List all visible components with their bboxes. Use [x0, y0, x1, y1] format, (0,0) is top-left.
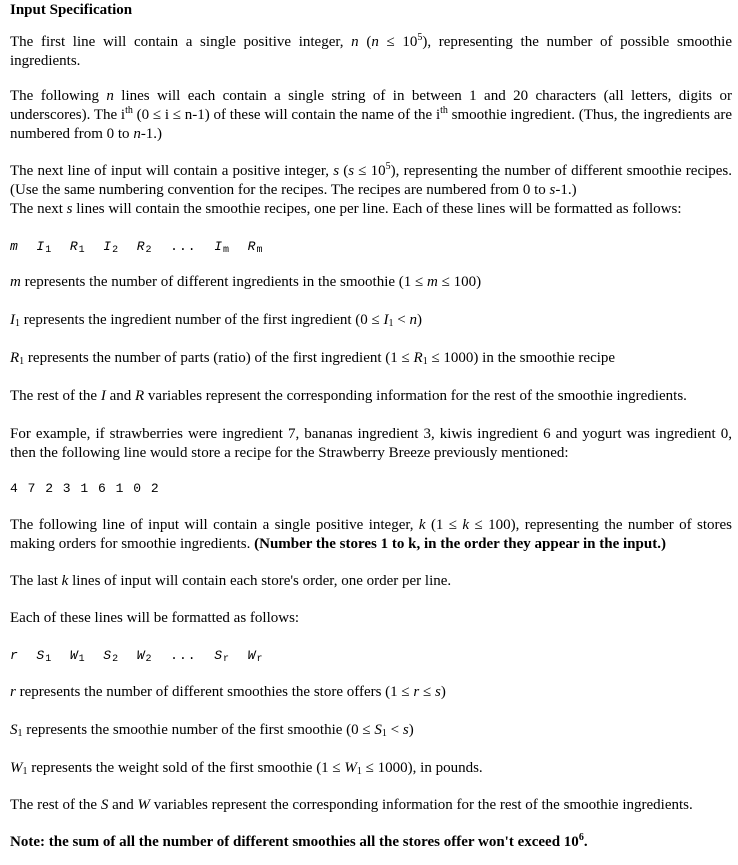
- paragraph-sw-rest: The rest of the S and W variables represent the corresponding information for the rest of the smoothie ingredients.: [10, 797, 693, 813]
- paragraph-store-orders: The last k lines of input will contain each store's order, one order per line.: [10, 573, 452, 589]
- paragraph-r1-def: $R_1$ represents the number of parts (ratio) of the first ingredient $(1 \le R_1 \le 1000)$ in the smoothie recipe: [10, 350, 616, 367]
- paragraph-s1-def: $S_1$ represents the smoothie number of the first smoothie $(0 \le S_1 < s)$: [10, 722, 414, 739]
- section-title: Input Specification: [10, 2, 133, 18]
- order-format-line: r $S_1$ $W_1$ $S_2$ $W_2$ ... $S_r$ $W_r$: [10, 648, 264, 665]
- paragraph-recipes: The next line of input will contain a positive integer, s $(s \le 10^5)$, representing the number of different smoothie recipes. (Use the same numbering convention for the recipes. The recipes are numbered from 0 to s-1.) The next s lines will contain the smoothie recipes, one per line. Each of these lines will be formatted as follows:: [10, 161, 733, 217]
- paragraph-format-intro: Each of these lines will be formatted as follows:: [10, 610, 300, 626]
- paragraph-i1-def: $I_1$ represents the ingredient number of the first ingredient $(0 \le I_1 < n)$: [10, 312, 423, 329]
- example-recipe-line: 4 7 2 3 1 6 1 0 2: [10, 481, 160, 496]
- paragraph-m-def: m represents the number of different ingredients in the smoothie (1 ≤ m ≤ 100): [10, 274, 482, 290]
- paragraph-example: For example, if strawberries were ingredient 7, bananas ingredient 3, kiwis ingredient 6 and yogurt was ingredient 0, then the following line would store a recipe for the Strawberry Breeze previously mentioned:: [10, 426, 732, 461]
- paragraph-ingredient-names: The following n lines will each contain a single string of in between 1 and 20 characters (all letters, digits or underscores). The $i^{th}$ (0 ≤ i ≤ n-1) of these will contain the name of the $i^{th}$ smoothie ingredient. (Thus, the ingredients are numbered from 0 to n-1.): [10, 88, 733, 142]
- paragraph-w1-def: $W_1$ represents the weight sold of the first smoothie $(1 \le W_1 \le 1000)$, in pounds.: [10, 760, 483, 777]
- paragraph-stores: The following line of input will contain a single positive integer, k (1 ≤ k ≤ 100), representing the number of stores making orders for smoothie ingredients. (Number the stores 1 to k, in the order they appear in the input.): [10, 517, 732, 552]
- recipe-format-line: m $I_1$ $R_1$ $I_2$ $R_2$ ... $I_m$ $R_m$: [10, 239, 264, 256]
- paragraph-ir-rest: The rest of the I and R variables represent the corresponding information for the rest of the smoothie ingredients.: [10, 388, 687, 404]
- paragraph-r-def: r represents the number of different smoothies the store offers (1 ≤ r ≤ s): [10, 684, 446, 700]
- paragraph-n-line: The first line will contain a single positive integer, n $(n \le 10^5)$, representing the number of possible smoothie ingredients.: [10, 32, 732, 69]
- constraint-note: Note: the sum of all the number of different smoothies all the stores offer won't exceed $10^6$.: [10, 832, 588, 850]
